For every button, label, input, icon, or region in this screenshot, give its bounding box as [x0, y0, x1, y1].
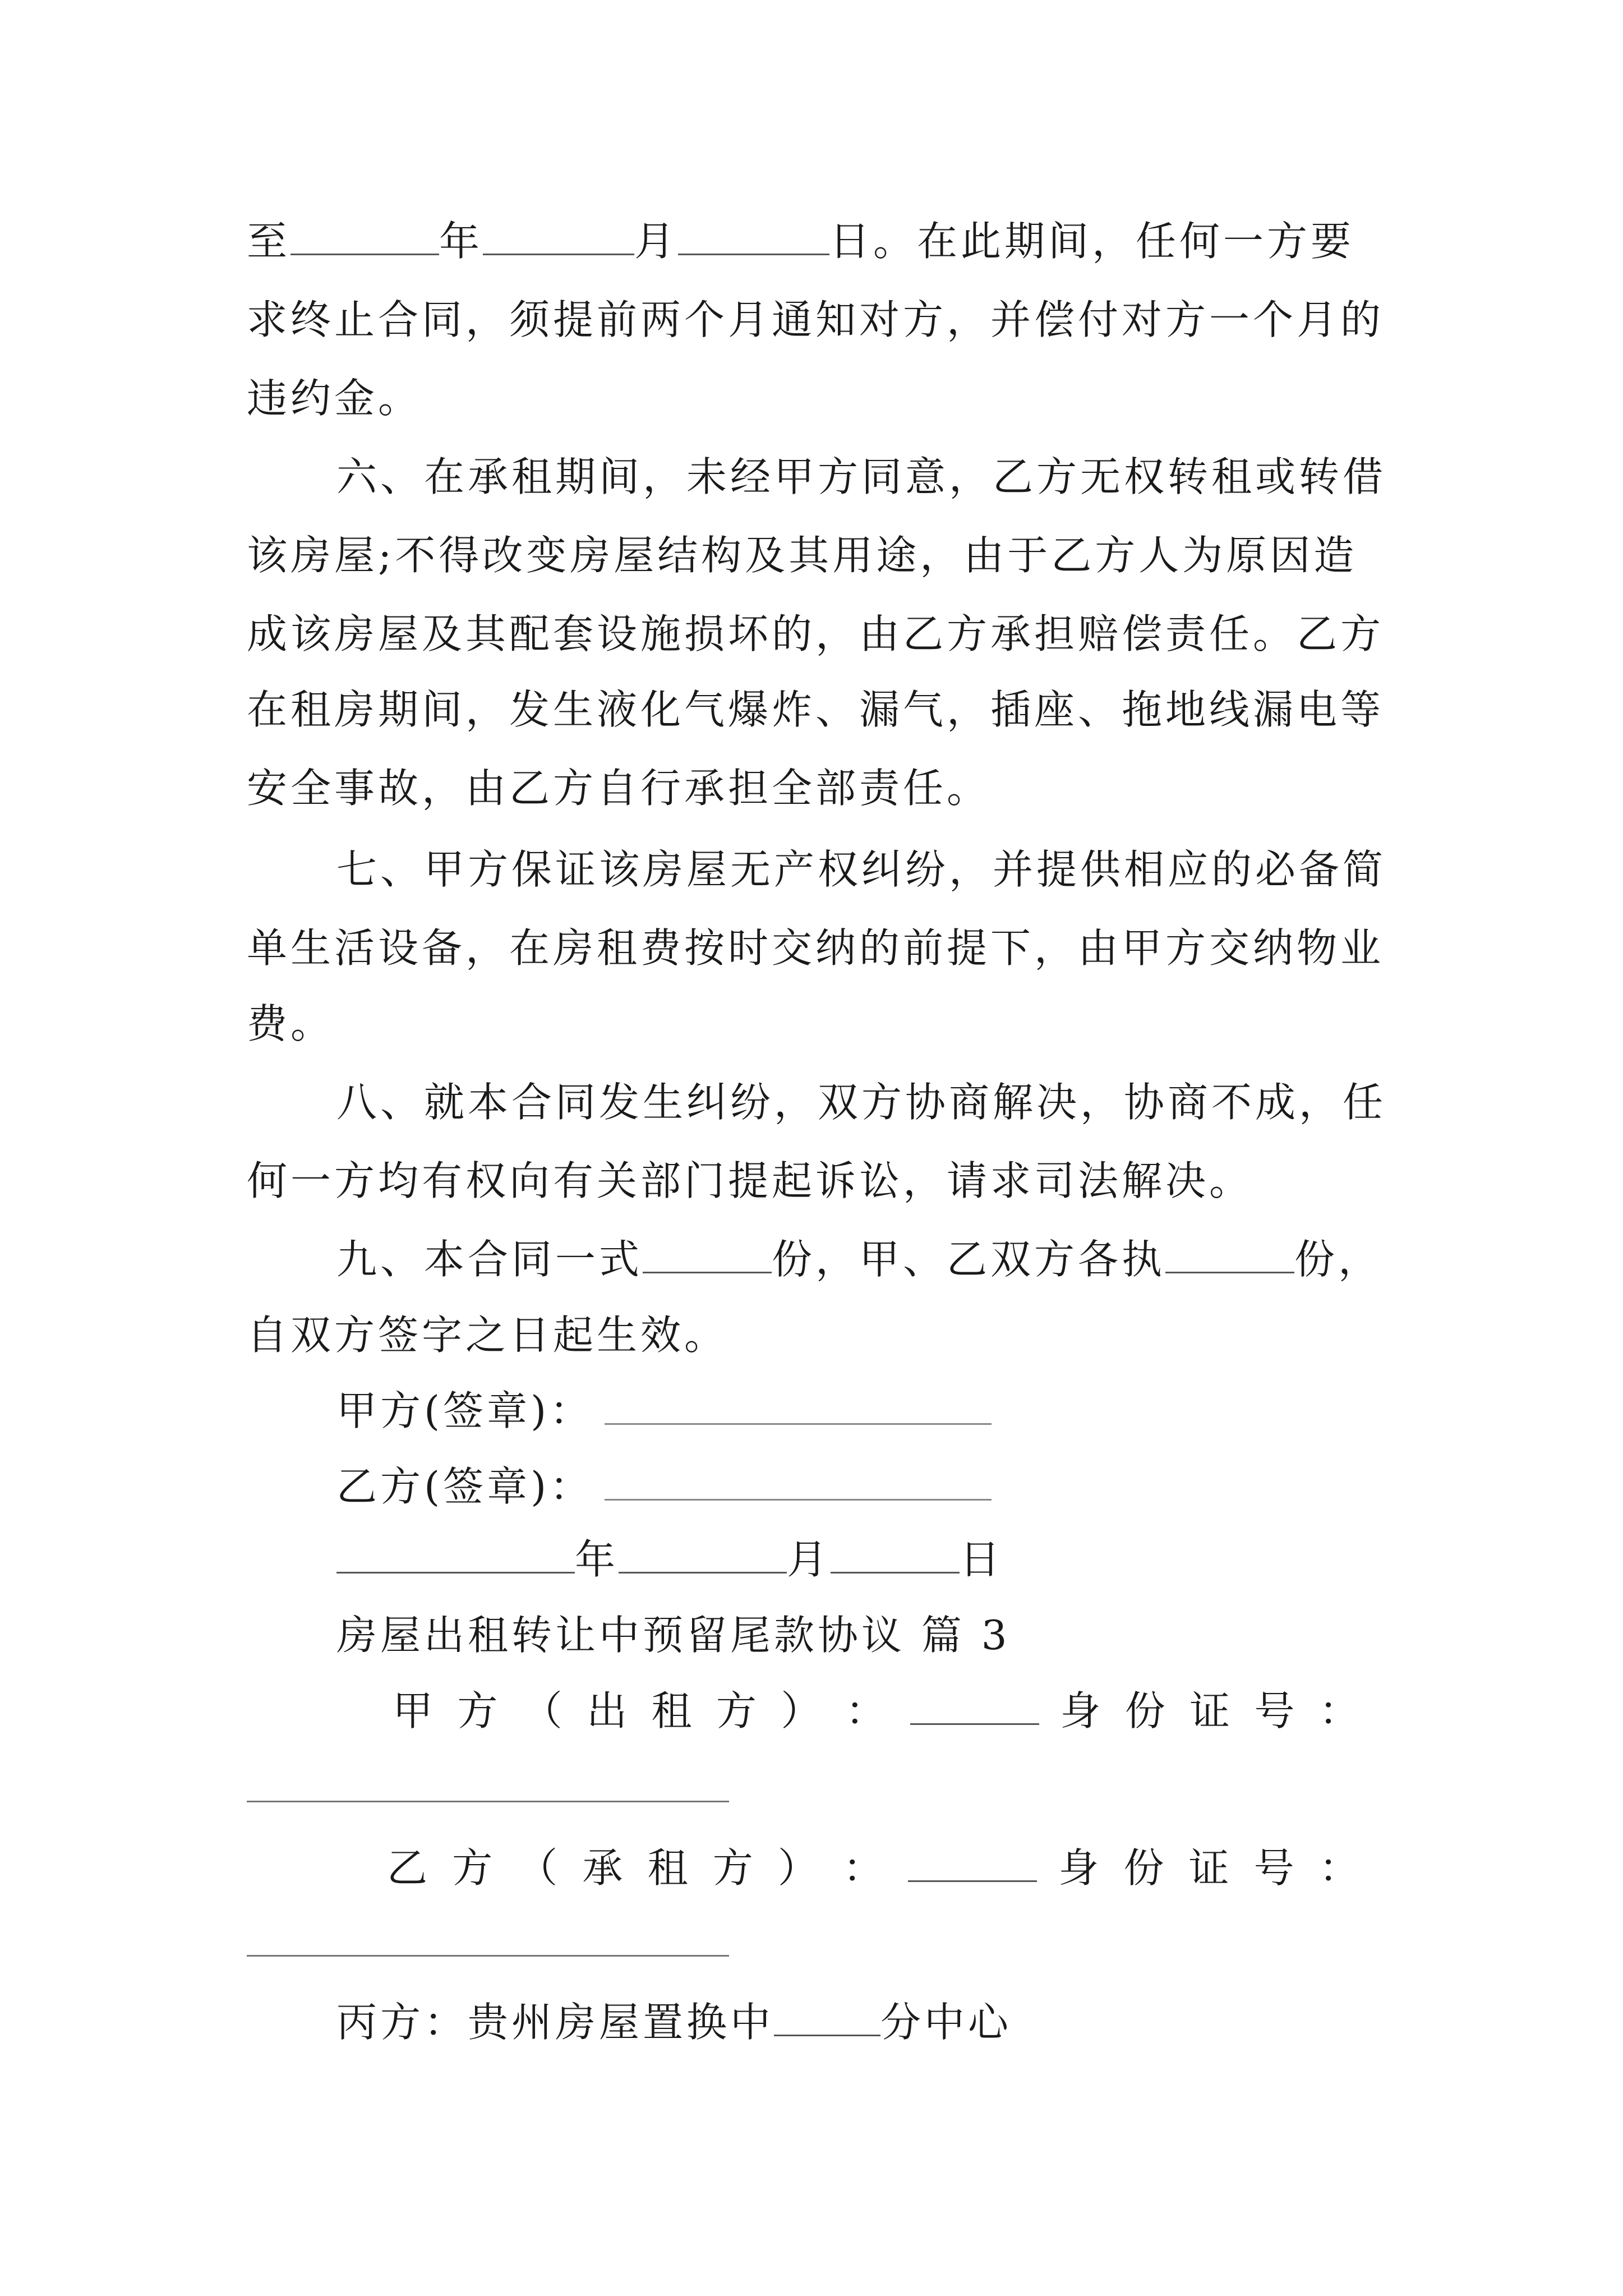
blank-field — [291, 214, 439, 255]
text: 身 — [1058, 1844, 1103, 1892]
text: 九、本合同一式 — [336, 1236, 643, 1283]
id-number-blank — [247, 1801, 729, 1802]
text: 年 — [575, 1536, 619, 1583]
text: 年 — [439, 218, 483, 265]
text: ） — [777, 1844, 822, 1892]
clause-6-line-3: 成该房屋及其配套设施损坏的，由乙方承担赔偿责任。乙方 — [247, 610, 1385, 657]
text: （ — [517, 1844, 561, 1892]
text: 分中心 — [880, 1999, 1012, 2046]
text: 方 — [712, 1844, 757, 1892]
blank-field — [774, 1995, 880, 2036]
blank-field — [483, 214, 634, 255]
clause-5-line-3: 违约金。 — [247, 375, 422, 422]
text: 方 — [452, 1844, 496, 1892]
signature-party-a — [336, 1383, 992, 1439]
clause-6-line-2: 该房屋;不得改变房屋结构及其用途，由于乙方人为原因造 — [247, 532, 1358, 579]
party-b-line — [387, 1840, 1363, 1896]
party-a-line — [393, 1683, 1363, 1739]
text: 份 — [1124, 1687, 1169, 1734]
text: 丙方：贵州房屋置换中 — [336, 1999, 774, 2046]
text: 乙 — [387, 1844, 431, 1892]
clause-6-line-1: 六、在承租期间，未经甲方同意，乙方无权转租或转借 — [336, 453, 1387, 500]
text: ： — [1318, 1844, 1363, 1892]
text: 日 — [960, 1536, 1004, 1583]
clause-7-line-3: 费。 — [247, 1000, 335, 1047]
clause-5-line-1 — [247, 213, 1354, 269]
text: 月 — [787, 1536, 831, 1583]
text: 方 — [457, 1687, 501, 1734]
id-number-blank — [247, 1955, 729, 1957]
blank-field — [619, 1533, 787, 1573]
text: 份， — [1294, 1236, 1382, 1283]
clause-6-line-5: 安全事故，由乙方自行承担全部责任。 — [247, 765, 991, 812]
text: 份，甲、乙双方各执 — [772, 1236, 1166, 1283]
signature-party-b — [336, 1458, 992, 1515]
clause-8-line-1: 八、就本合同发生纠纷，双方协商解决，协商不成，任 — [336, 1079, 1387, 1126]
signature-blank — [605, 1384, 992, 1425]
blank-field — [831, 1533, 960, 1573]
text: 甲方(签章)： — [336, 1387, 594, 1434]
section-3-title: 房屋出租转让中预留尾款协议 篇 3 — [336, 1612, 1011, 1659]
text: 甲 — [393, 1687, 437, 1734]
party-c-line — [336, 1994, 1012, 2050]
text: 号 — [1253, 1844, 1298, 1892]
clause-5-line-2: 求终止合同，须提前两个月通知对方，并偿付对方一个月的 — [247, 296, 1385, 343]
blank-field — [1165, 1232, 1294, 1273]
text: 证 — [1188, 1844, 1233, 1892]
text: 承 — [582, 1844, 626, 1892]
text: 月 — [634, 218, 679, 265]
clause-7-line-1: 七、甲方保证该房屋无产权纠纷，并提供相应的必备简 — [336, 846, 1387, 893]
text: 份 — [1123, 1844, 1168, 1892]
clause-7-line-2: 单生活设备，在房租费按时交纳的前提下，由甲方交纳物业 — [247, 924, 1385, 972]
text: ） — [781, 1687, 825, 1734]
signature-blank — [605, 1460, 992, 1501]
clause-9-line-1 — [336, 1231, 1382, 1287]
signature-date — [336, 1531, 1003, 1588]
text: 身 — [1060, 1687, 1104, 1734]
name-blank — [908, 1841, 1037, 1882]
text: 租 — [651, 1687, 695, 1734]
text: ： — [1318, 1687, 1363, 1734]
text: 方 — [716, 1687, 760, 1734]
text: 号 — [1254, 1687, 1298, 1734]
blank-field — [678, 214, 829, 255]
name-blank — [910, 1684, 1039, 1725]
blank-field — [336, 1533, 575, 1573]
text: 日。在此期间，任何一方要 — [829, 218, 1355, 265]
text: 出 — [587, 1687, 631, 1734]
clause-6-line-4: 在租房期间，发生液化气爆炸、漏气，插座、拖地线漏电等 — [247, 686, 1385, 733]
text: 至 — [247, 218, 291, 265]
text: 租 — [647, 1844, 691, 1892]
text: ： — [842, 1844, 887, 1892]
text: 乙方(签章)： — [336, 1463, 594, 1510]
text: （ — [522, 1687, 566, 1734]
text: ： — [845, 1687, 889, 1734]
clause-9-line-2: 自双方签字之日起生效。 — [247, 1312, 728, 1359]
clause-8-line-2: 何一方均有权向有关部门提起诉讼，请求司法解决。 — [247, 1157, 1253, 1204]
text: 证 — [1189, 1687, 1234, 1734]
blank-field — [643, 1232, 772, 1273]
